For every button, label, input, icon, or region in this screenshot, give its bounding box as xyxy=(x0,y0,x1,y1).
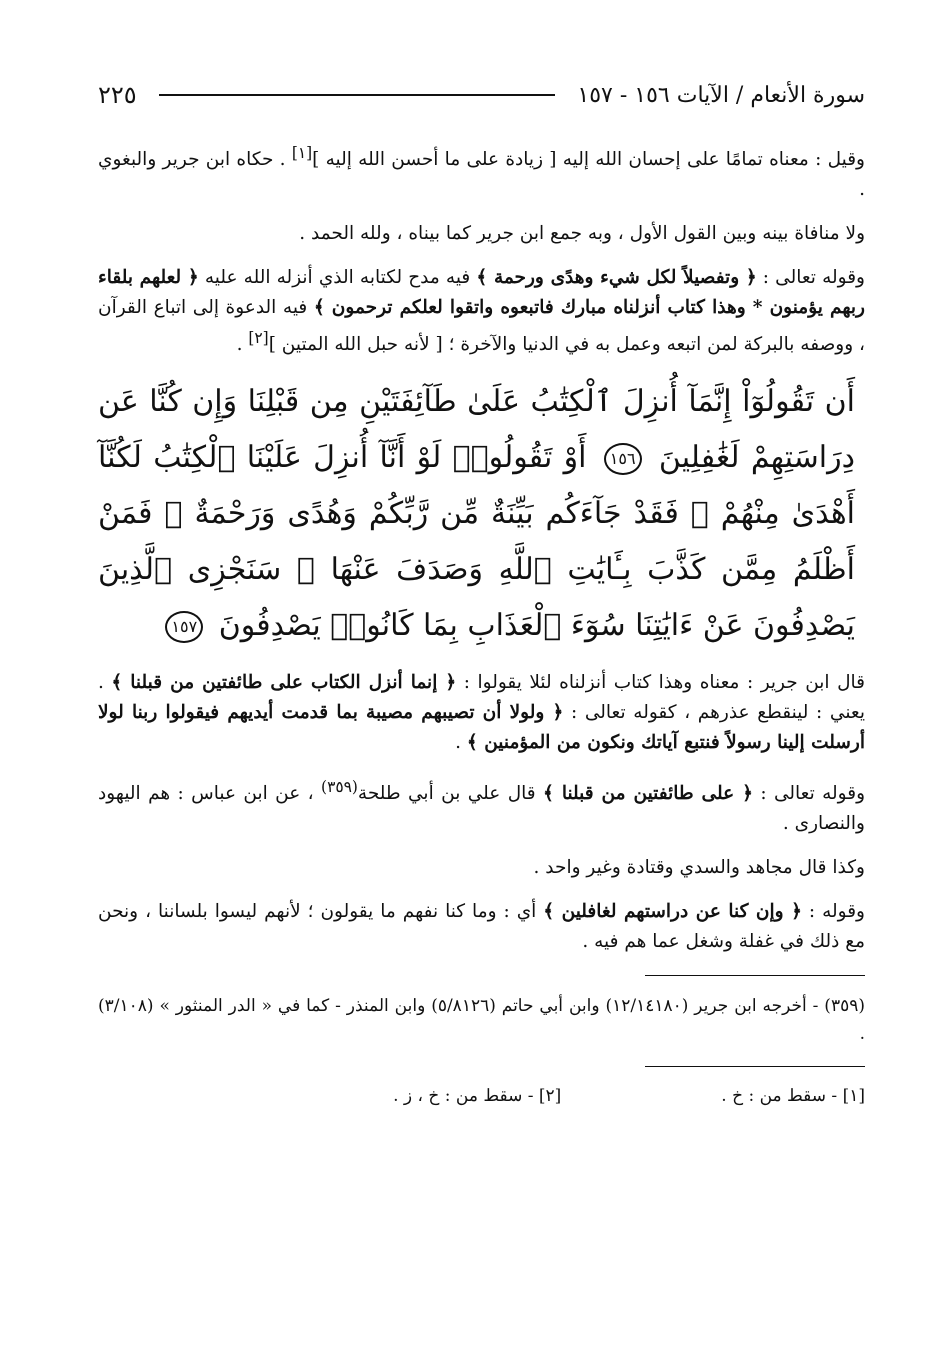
verse-157-text: أَوْ تَقُولُوا۟ لَوْ أَنَّآ أُنزِلَ عَلَيْنَا ٱلْكِتَٰبُ لَكُنَّآ أَهْدَىٰ مِنْهُمْ ۚ فَقَدْ جَآءَكُم بَيِّنَةٌ مِّن رَّبِّكُمْ وَهُدًى وَرَحْمَةٌ ۚ فَمَنْ أَظْلَمُ مِمَّن كَذَّبَ بِـَٔايَٰتِ ٱللَّهِ وَصَدَفَ عَنْهَا ۗ سَنَجْزِى ٱلَّذِينَ يَصْدِفُونَ عَنْ ءَايَٰتِنَا سُوٓءَ ٱلْعَذَابِ بِمَا كَانُوا۟ يَصْدِفُونَ xyxy=(98,440,855,644)
paragraph-4-intro: قال ابن جرير : معناه وهذا كتاب أنزلناه لئلا يقولوا : xyxy=(456,672,865,694)
paragraph-5 xyxy=(98,772,865,839)
paragraph-6: وكذا قال مجاهد والسدي وقتادة وغير واحد . xyxy=(533,857,865,879)
paragraph-1-text: وقيل : معناه تمامًا على إحسان الله إليه [ زيادة على ما أحسن الله إليه ] xyxy=(312,149,865,171)
variants-rule xyxy=(645,1066,865,1067)
header-rule xyxy=(159,94,556,96)
quote-verse-5: ﴿ على طائفتين من قبلنا ﴾ xyxy=(543,783,753,805)
verse-156-text: أَن تَقُولُوٓاْ إِنَّمَآ أُنزِلَ ٱلْكِتَٰبُ عَلَىٰ طَآئِفَتَيْنِ مِن قَبْلِنَا وَإِن كُنَّا عَن دِرَاسَتِهِمْ لَغَٰفِلِينَ xyxy=(98,384,855,476)
variant-ref-1: [١] xyxy=(291,144,313,162)
paragraph-3 xyxy=(98,263,865,360)
paragraph-3-end: . xyxy=(236,334,249,356)
paragraph-1 xyxy=(98,138,865,205)
paragraph-3-intro: وقوله تعالى : xyxy=(756,267,865,289)
variant-1: [١] - سقط من : خ . xyxy=(721,1086,865,1107)
paragraph-5-intro: وقوله تعالى : xyxy=(752,783,866,805)
running-title: سورة الأنعام / الآيات ١٥٦ - ١٥٧ xyxy=(577,82,865,108)
variant-ref-2: [٢] xyxy=(248,329,269,348)
footnote-rule xyxy=(645,975,865,976)
paragraph-4-mid: . يعني : لينقطع عذرهم ، كقوله تعالى : xyxy=(98,672,865,724)
quote-verse-6: ﴿ وإن كنا عن دراستهم لغافلين ﴾ xyxy=(543,901,802,923)
footnote-359: (٣٥٩) - أخرجه ابن جرير (١٢/١٤١٨٠) وابن أبي حاتم (٥/٨١٢٦) وابن المنذر - كما في « الدر المنثور » (٣/١٠٨) . xyxy=(98,996,865,1045)
ayah-number-157: ١٥٧ xyxy=(165,611,203,643)
page-number: ٢٢٥ xyxy=(98,81,137,109)
paragraph-5-end: ، عن ابن عباس : هم اليهود والنصارى . xyxy=(98,783,865,835)
paragraph-2: ولا منافاة بينه وبين القول الأول ، وبه جمع ابن جرير كما بيناه ، ولله الحمد . xyxy=(299,223,865,245)
quran-verses xyxy=(98,374,865,654)
quote-verse-1: ﴿ وتفصيلاً لكل شيء وهدًى ورحمة ﴾ xyxy=(476,267,757,289)
paragraph-7-rest: أي : وما كنا نفهم ما يقولون ؛ لأنهم ليسوا بلساننا ، ونحن مع ذلك في غفلة وشغل عما هم فيه . xyxy=(98,901,865,953)
paragraph-7 xyxy=(98,897,865,957)
footnote-ref-359: (٣٥٩) xyxy=(321,778,358,797)
paragraph-3-rest: فيه الدعوة إلى اتباع القرآن ، ووصفه بالبركة لمن اتبعه وعمل به في الدنيا والآخرة ؛ [ لأنه حبل الله المتين ] xyxy=(98,297,865,356)
quote-verse-3: ﴿ إنما أنزل الكتاب على طائفتين من قبلنا ﴾ xyxy=(111,672,457,694)
variant-2: [٢] - سقط من : خ ، ز . xyxy=(393,1086,562,1107)
page-body xyxy=(98,138,865,1111)
paragraph-3-mid: فيه مدح لكتابه الذي أنزله الله عليه xyxy=(198,267,477,289)
quote-verse-2: ﴿ لعلهم بلقاء ربهم يؤمنون * وهذا كتاب أنزلناه مبارك فاتبعوه واتقوا لعلكم ترحمون ﴾ xyxy=(98,267,865,319)
paragraph-5-mid: قال علي بن أبي طلحة xyxy=(357,783,544,805)
paragraph-4-end: . xyxy=(455,732,467,754)
page-header xyxy=(98,78,865,112)
manuscript-variants xyxy=(98,1081,865,1111)
ayah-number-156: ١٥٦ xyxy=(604,443,642,475)
paragraph-4 xyxy=(98,668,865,758)
quote-verse-4: ﴿ ولولا أن تصيبهم مصيبة بما قدمت أيديهم فيقولوا ربنا لولا أرسلت إلينا رسولاً فنتبع آياتك ونكون من المؤمنين ﴾ xyxy=(98,702,865,754)
paragraph-7-intro: وقوله : xyxy=(801,901,865,923)
paragraph-1-end: . حكاه ابن جرير والبغوي . xyxy=(98,149,865,201)
